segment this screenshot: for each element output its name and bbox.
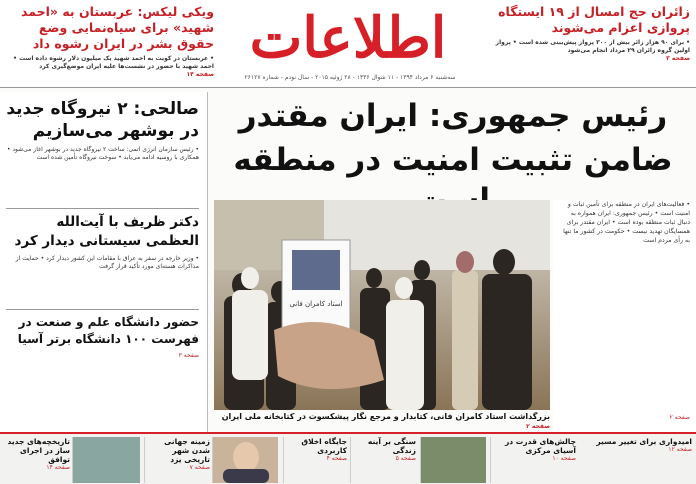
left-story3-headline[interactable]: حضور دانشگاه علم و صنعت در فهرست ۱۰۰ دانشگاه برتر آسیا bbox=[17, 315, 199, 346]
bottom-item-page: صفحه ۱۲ bbox=[668, 446, 692, 453]
bottom-item[interactable] bbox=[283, 437, 347, 483]
left-story2-headline[interactable]: دکتر ظریف با آیت‌الله العظمی سیستانی دیدار کرد bbox=[14, 214, 199, 249]
bottom-item-page: صفحه ۱۴ bbox=[46, 464, 70, 471]
top-right-headline: زائران حج امسال از ۱۹ ایستگاه پروازی اعزام می‌شوند bbox=[498, 4, 690, 35]
bottom-item[interactable] bbox=[580, 437, 692, 483]
bottom-item-page: صفحه ۱۰ bbox=[552, 455, 576, 462]
bottom-strip bbox=[0, 432, 696, 484]
bottom-item[interactable] bbox=[144, 437, 210, 483]
top-left-headline: ویکی لیکس: عربستان به «احمد شهید» برای سیاه‌نمایی وضع حقوق بشر در ایران رشوه داد bbox=[21, 4, 214, 51]
left-story1-text: • رئیس سازمان انرژی اتمی: ساخت ۲ نیروگاه جدید در بوشهر آغاز می‌شود • همکاری با روسیه ادامه می‌یابد • سوخت نیروگاه تأمین شده است bbox=[6, 146, 199, 162]
left-column bbox=[0, 92, 208, 432]
main-photo bbox=[214, 200, 550, 410]
bottom-thumbnail bbox=[420, 437, 486, 483]
left-story2-text: • وزیر خارجه در سفر به عراق با مقامات این کشور دیدار کرد • حمایت از مذاکرات هسته‌ای مورد تأکید قرار گرفت bbox=[15, 255, 199, 271]
bottom-item[interactable] bbox=[350, 437, 416, 483]
bottom-item[interactable] bbox=[2, 437, 70, 483]
left-story1-headline[interactable]: صالحی: ۲ نیروگاه جدید در بوشهر می‌سازیم bbox=[6, 99, 199, 141]
top-right-page: صفحه ۳ bbox=[666, 55, 690, 62]
bottom-thumbnail bbox=[72, 437, 140, 483]
bottom-item-title: امیدواری برای تغییر مسیر bbox=[596, 437, 692, 446]
right-column-text: • فعالیت‌های ایران در منطقه برای تأمین ثبات و امنیت است • رئیس جمهوری: ایران همواره به دنبال ثبات منطقه بوده است • ایران مقتدر برای همسایگان تهدید نیست • حکومت در کشور ما تنها به رأی مردم است bbox=[563, 201, 690, 244]
masthead-divider bbox=[0, 87, 696, 88]
dateline: سه‌شنبه ۶ مرداد ۱۳۹۴ - ۱۱ شوال ۱۴۳۶ - ۲۸ ژوئیه ۲۰۱۵ - سال نودم - شماره ۲۶۱۲۷ bbox=[244, 74, 456, 81]
bottom-portrait bbox=[212, 437, 278, 483]
right-page: صفحه ۲ bbox=[669, 414, 690, 421]
photo-caption bbox=[214, 412, 550, 430]
bottom-item-page: صفحه ۷ bbox=[189, 464, 210, 471]
bottom-item-title: تاریخچه‌های جدید ساز در اجرای توافق bbox=[7, 437, 70, 464]
left-divider bbox=[6, 208, 199, 209]
top-right-story[interactable] bbox=[478, 4, 690, 63]
photo-illustration bbox=[214, 200, 550, 410]
top-right-text: • برای ۹۰ هزار زائر بیش از ۳۰۰ پرواز پیش‌بینی شده است • پرواز اولین گروه زائران ۲۹ مرداد انجام می‌شود bbox=[495, 39, 690, 54]
top-left-story[interactable] bbox=[6, 4, 214, 79]
bottom-item-page: صفحه ۴ bbox=[326, 455, 347, 462]
bottom-item-title: چالش‌های قدرت در آسیای مرکزی bbox=[504, 437, 576, 455]
bottom-item-title: زمینه جهانی شدن شهر تاریخی یزد bbox=[164, 437, 210, 464]
newspaper-logo: اطلاعات bbox=[249, 5, 447, 71]
left-divider bbox=[6, 309, 199, 310]
bottom-item-title: جایگاه اخلاق کاربردی bbox=[301, 437, 347, 455]
bottom-item[interactable] bbox=[490, 437, 576, 483]
top-left-text: • عربستان در کویت به احمد شهید یک میلیون دلار رشوه داده است • احمد شهید با حضور در نشست‌ها علیه ایران موضع‌گیری کرد bbox=[13, 55, 214, 70]
masthead bbox=[0, 0, 696, 86]
main-headline-line2: ضامن تثبیت امنیت در منطقه bbox=[233, 142, 673, 178]
poster-text: استاد کامران فانی bbox=[289, 300, 343, 308]
portrait-illustration bbox=[213, 437, 279, 483]
left-page: صفحه ۳ bbox=[178, 352, 199, 359]
top-left-page: صفحه ۱۴ bbox=[186, 71, 214, 78]
photo-caption-text: بزرگداشت استاد کامران فانی، کتابدار و مرجع نگار پیشکسوت در کتابخانه ملی ایران bbox=[221, 412, 550, 421]
right-column bbox=[553, 200, 696, 432]
bottom-item-page: صفحه ۵ bbox=[395, 455, 416, 462]
bottom-item-title: سنگی بر آینه زندگی bbox=[367, 437, 416, 455]
main-headline-line1: رئیس جمهوری: ایران مقتدر bbox=[238, 98, 668, 134]
photo-page: صفحه ۲ bbox=[526, 423, 550, 430]
